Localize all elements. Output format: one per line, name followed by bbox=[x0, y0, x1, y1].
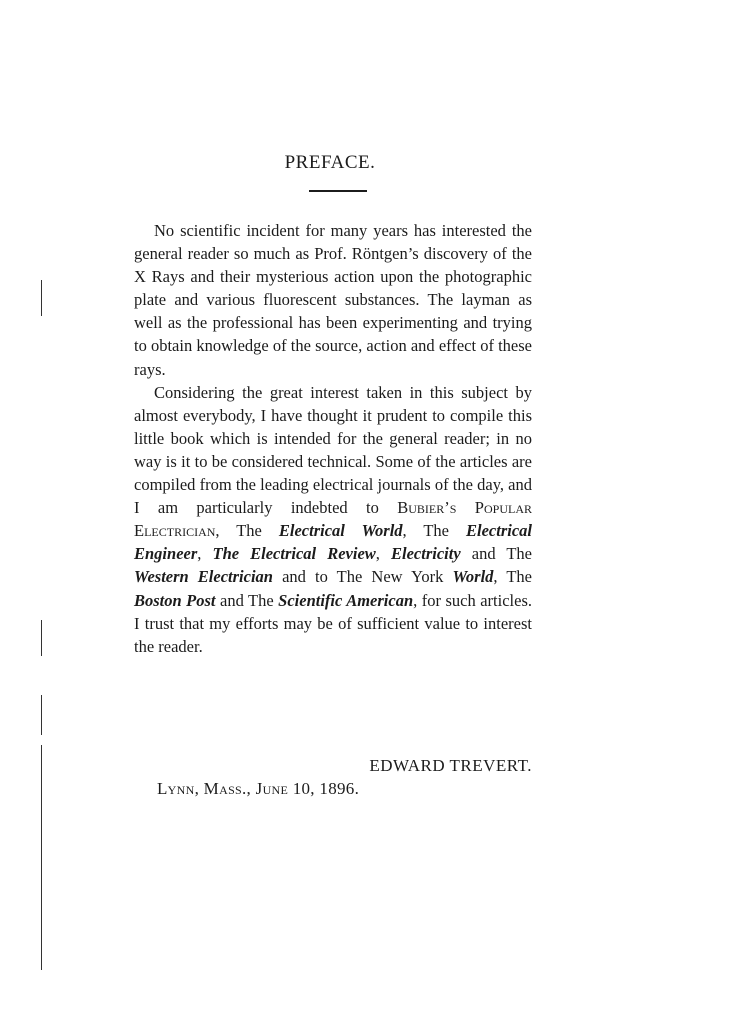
title-rule bbox=[309, 190, 367, 192]
paragraph-2-text: , bbox=[375, 544, 391, 564]
paragraph-2-text: and The bbox=[215, 590, 279, 610]
margin-scan-line bbox=[41, 280, 42, 316]
dateline: Lynn, Mass., June 10, 1896. bbox=[157, 779, 360, 798]
publication-electricity: Electricity bbox=[391, 544, 461, 564]
paragraph-2-text: and to The New York bbox=[272, 567, 453, 587]
paragraph-2-text: , The bbox=[493, 567, 532, 587]
publication-boston-post: Boston Post bbox=[134, 590, 216, 610]
page-title: PREFACE. bbox=[284, 152, 376, 173]
margin-scan-line bbox=[41, 695, 42, 735]
publication-bubier: Bubier’s Popular Electrician bbox=[134, 498, 532, 541]
paragraph-2-text: , bbox=[197, 544, 213, 564]
margin-scan-line bbox=[41, 745, 42, 970]
paragraph-2-text: , The bbox=[215, 521, 279, 541]
publication-western-electrician: Western Electrician bbox=[134, 567, 273, 587]
paragraph-2-text: , for such articles. I trust that my efforts may be of sufficient value to interest the reader. bbox=[134, 590, 532, 656]
paragraph-2-text: , The bbox=[402, 521, 467, 541]
paragraph-2 bbox=[134, 381, 532, 658]
publication-scientific-american: Scientific American bbox=[278, 590, 414, 610]
paragraph-2-text: Considering the great interest taken in this subject by almost everybody, I have thought it prudent to compile this little book which is intended for the general reader; in no way is it to be considered technical. Some of the articles are compiled from the leading electrical journals of the day, and I am particularly indebted to bbox=[134, 382, 532, 518]
margin-scan-line bbox=[41, 620, 42, 656]
author-signature: EDWARD TREVERT. bbox=[369, 756, 532, 775]
publication-world: World bbox=[452, 567, 494, 587]
publication-electrical-engineer: Electrical Engineer bbox=[134, 521, 532, 564]
preface-body bbox=[134, 219, 532, 658]
publication-electrical-review: The Electrical Review bbox=[212, 544, 376, 564]
paragraph-2-text: and The bbox=[460, 544, 533, 564]
paragraph-1: No scientific incident for many years has interested the general reader so much as Prof. Röntgen’s discovery of the X Rays and their mysterious action upon the photographic plate and various fluorescent substances. The layman as well as the professional has been experimenting and trying to obtain knowledge of the source, action and effect of these rays. bbox=[134, 221, 532, 379]
publication-electrical-world: Electrical World bbox=[278, 521, 403, 541]
